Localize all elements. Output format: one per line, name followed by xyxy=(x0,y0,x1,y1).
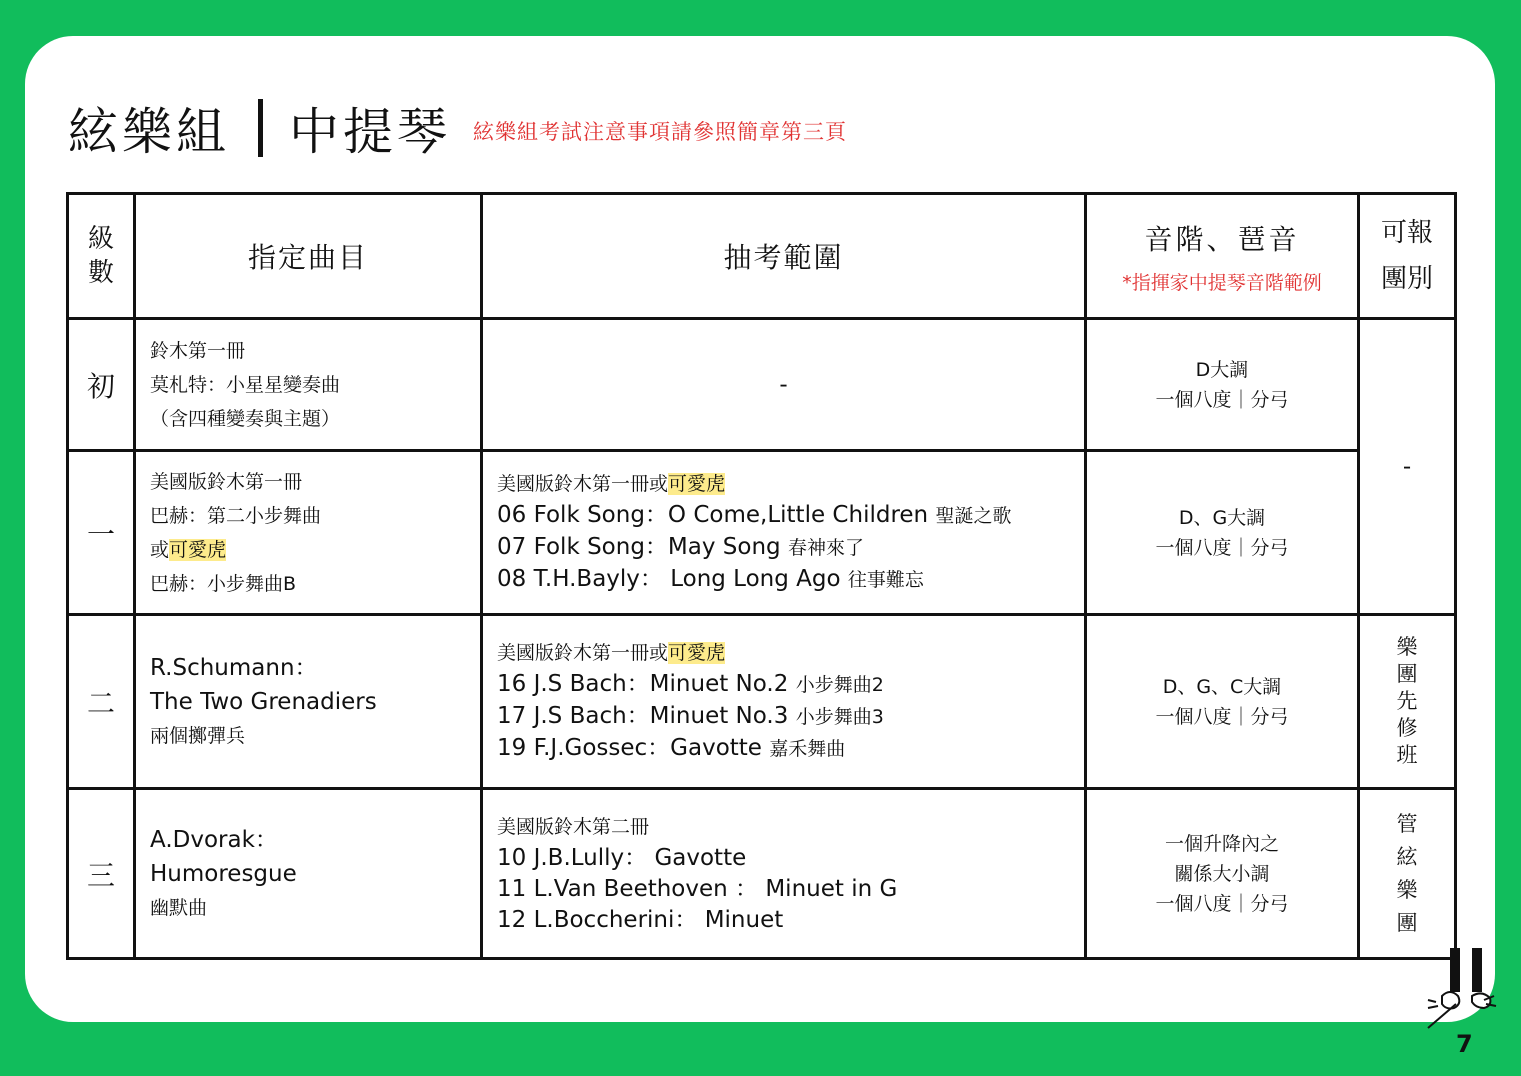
title-divider xyxy=(258,99,263,157)
register-cell: 樂 團 先 修 班 xyxy=(1359,615,1456,789)
pieces-cell: 鈴木第一冊 莫札特：小星星變奏曲 （含四種變奏與主題） xyxy=(135,319,482,451)
header-register: 可報 團別 xyxy=(1359,194,1456,319)
range-cell: 美國版鈴木第二冊 10 J.B.Lully： Gavotte 11 L.Van Beethoven ： Minuet in G 12 L.Boccherini： Minuet xyxy=(482,789,1086,959)
level-cell: 二 xyxy=(68,615,135,789)
scales-cell: D大調 一個八度｜分弓 xyxy=(1086,319,1359,451)
header-pieces: 指定曲目 xyxy=(135,194,482,319)
table-row xyxy=(68,789,1456,959)
table-row xyxy=(68,451,1456,615)
exam-table xyxy=(66,192,1457,960)
level-cell: 一 xyxy=(68,451,135,615)
header-scales: 音階、琶音 *指揮家中提琴音階範例 xyxy=(1086,194,1359,319)
highlight: 可愛虎 xyxy=(668,473,726,495)
highlight: 可愛虎 xyxy=(169,538,227,561)
pieces-cell: A.Dvorak： Humoresgue 幽默曲 xyxy=(135,789,482,959)
title-group: 絃樂組 xyxy=(68,103,230,161)
scales-cell: D、G大調 一個八度｜分弓 xyxy=(1086,451,1359,615)
level-cell: 三 xyxy=(68,789,135,959)
level-cell: 初 xyxy=(68,319,135,451)
pieces-cell: 美國版鈴木第一冊 巴赫：第二小步舞曲 或可愛虎 巴赫：小步舞曲B xyxy=(135,451,482,615)
register-cell: 管 絃 樂 團 xyxy=(1359,789,1456,959)
title-note: 絃樂組考試注意事項請參照簡章第三頁 xyxy=(473,120,847,144)
table-row xyxy=(68,615,1456,789)
page-number: 7 xyxy=(1456,1030,1473,1058)
range-cell: 美國版鈴木第一冊或可愛虎 06 Folk Song：O Come,Little Children 聖誕之歌 07 Folk Song：May Song 春神來了 08 T.H.Bayly： Long Long Ago 往事難忘 xyxy=(482,451,1086,615)
header-scales-note: *指揮家中提琴音階範例 xyxy=(1122,271,1322,294)
scales-cell: 一個升降內之 關係大小調 一個八度｜分弓 xyxy=(1086,789,1359,959)
page-title xyxy=(68,88,847,168)
range-cell: - xyxy=(482,319,1086,451)
table-row xyxy=(68,319,1456,451)
highlight: 可愛虎 xyxy=(668,642,726,664)
header-level: 級 數 xyxy=(68,194,135,319)
header-range: 抽考範圍 xyxy=(482,194,1086,319)
register-cell: - xyxy=(1359,319,1456,615)
scales-cell: D、G、C大調 一個八度｜分弓 xyxy=(1086,615,1359,789)
pieces-cell: R.Schumann： The Two Grenadiers 兩個擲彈兵 xyxy=(135,615,482,789)
title-instrument: 中提琴 xyxy=(289,103,451,161)
range-cell: 美國版鈴木第一冊或可愛虎 16 J.S Bach：Minuet No.2 小步舞曲2 17 J.S Bach：Minuet No.3 小步舞曲3 19 F.J.Gossec：Gavotte 嘉禾舞曲 xyxy=(482,615,1086,789)
header-row xyxy=(68,194,1456,319)
mascot-illustration xyxy=(1422,940,1506,1036)
